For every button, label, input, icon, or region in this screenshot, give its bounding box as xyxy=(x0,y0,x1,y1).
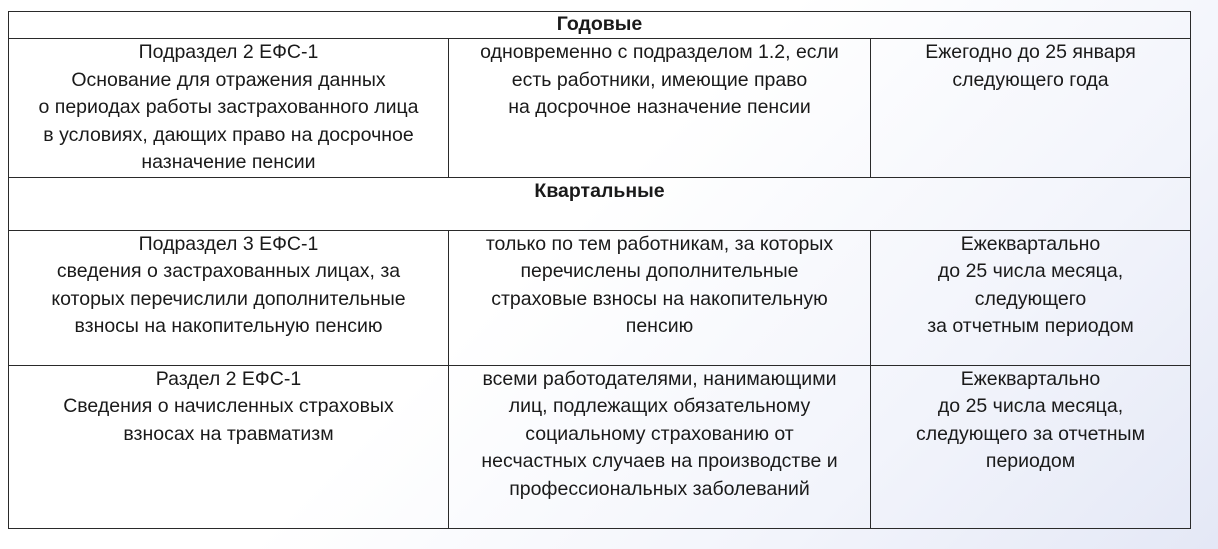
deadlines-table-container xyxy=(8,11,1190,529)
table-row xyxy=(9,230,1191,365)
deadline-line: до 25 числа месяца, xyxy=(937,260,1124,282)
who-line: профессиональных заболеваний xyxy=(509,477,810,500)
deadline-line: Ежегодно до 25 января xyxy=(925,41,1136,63)
who-line: всеми работодателями, нанимающими xyxy=(482,367,837,390)
report-line: Сведения о начисленных страховых xyxy=(63,395,394,417)
deadline-cell xyxy=(871,230,1191,365)
section-title-annual: Годовые xyxy=(9,12,1191,39)
report-line: Раздел 2 ЕФС-1 xyxy=(155,367,302,390)
who-submits-cell xyxy=(449,230,871,365)
report-cell xyxy=(9,39,449,178)
table-row xyxy=(9,39,1191,178)
report-line: взносах на травматизм xyxy=(123,422,334,445)
report-line: Подраздел 3 ЕФС-1 xyxy=(138,232,319,255)
who-line: пенсию xyxy=(625,315,694,337)
who-line: страховые взносы на накопительную xyxy=(491,287,828,310)
report-line: сведения о застрахованных лицах, за xyxy=(56,260,401,282)
deadline-line: Ежеквартально xyxy=(960,367,1101,390)
who-line: социальному страхованию от xyxy=(525,422,794,445)
who-line: одновременно с подразделом 1.2, если xyxy=(480,41,839,63)
section-header-quarterly xyxy=(9,177,1191,230)
deadline-cell xyxy=(871,39,1191,178)
who-line: только по тем работникам, за которых xyxy=(485,232,834,255)
deadlines-table xyxy=(8,11,1191,529)
deadline-line: следующего xyxy=(974,287,1087,310)
deadline-line: до 25 числа месяца, xyxy=(937,395,1124,417)
report-line: которых перечислили дополнительные xyxy=(51,287,406,310)
who-submits-cell xyxy=(449,365,871,528)
table-row xyxy=(9,365,1191,528)
who-line: есть работники, имеющие право xyxy=(511,68,808,91)
report-cell xyxy=(9,230,449,365)
who-line: перечислены дополнительные xyxy=(520,260,799,282)
who-submits-cell xyxy=(449,39,871,178)
deadline-line: следующего года xyxy=(952,68,1109,91)
who-line: лиц, подлежащих обязательному xyxy=(508,395,811,417)
section-title-quarterly: Квартальные xyxy=(9,177,1191,230)
report-line: назначение пенсии xyxy=(141,151,316,173)
deadline-line: Ежеквартально xyxy=(960,232,1101,255)
deadline-line: периодом xyxy=(985,450,1076,472)
deadline-line: за отчетным периодом xyxy=(927,315,1134,337)
report-line: Основание для отражения данных xyxy=(71,68,386,91)
report-cell xyxy=(9,365,449,528)
section-header-annual xyxy=(9,12,1191,39)
report-line: о периодах работы застрахованного лица xyxy=(38,96,419,118)
who-line: на досрочное назначение пенсии xyxy=(508,96,811,118)
report-line: взносы на накопительную пенсию xyxy=(74,315,383,337)
report-line: Подраздел 2 ЕФС-1 xyxy=(138,41,319,63)
report-line: в условиях, дающих право на досрочное xyxy=(43,123,414,146)
deadline-line: следующего за отчетным xyxy=(916,422,1145,445)
deadline-cell xyxy=(871,365,1191,528)
who-line: несчастных случаев на производстве и xyxy=(481,450,838,472)
